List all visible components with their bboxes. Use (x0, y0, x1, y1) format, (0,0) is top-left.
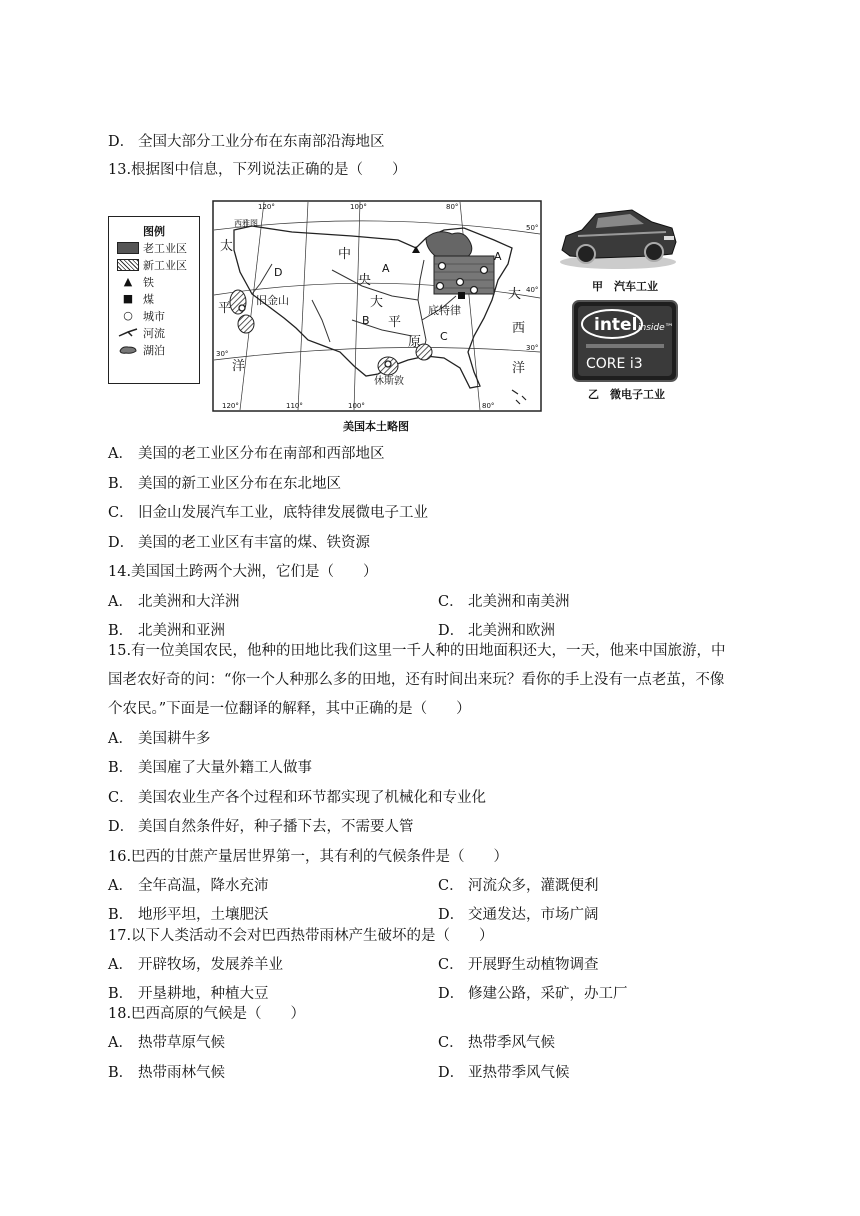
q17-stem: 17.以下人类活动不会对巴西热带雨林产生破坏的是（ ） (108, 928, 494, 944)
tick-110-bottom: 110° (286, 402, 303, 410)
q14-option-b: B． 北美洲和亚洲 (108, 623, 225, 639)
q13-option-a: A． 美国的老工业区分布在南部和西部地区 (108, 446, 385, 462)
q18-option-b: B． 热带雨林气候 (108, 1065, 225, 1081)
q16-stem: 16.巴西的甘蔗产量居世界第一，其有利的气候条件是（ ） (108, 849, 509, 865)
q14-stem: 14.美国国土跨两个大洲，它们是（ ） (108, 564, 378, 580)
map-legend (108, 216, 200, 384)
q16-option-b: B． 地形平坦，土壤肥沃 (108, 907, 269, 923)
square-icon: ■ (122, 292, 134, 305)
car-caption: 甲 汽车工业 (592, 280, 658, 293)
car-icon (556, 196, 680, 274)
q17-option-c: C． 开展野生动植物调查 (438, 957, 599, 973)
label-plain-2: 央 (358, 273, 372, 288)
q13-stem: 13.根据图中信息，下列说法正确的是（ ） (108, 162, 407, 178)
legend-item-coal: ■ 煤 (109, 290, 199, 307)
q15-option-b: B． 美国雇了大量外籍工人做事 (108, 760, 312, 776)
q13-option-b: B． 美国的新工业区分布在东北地区 (108, 476, 341, 492)
lake-icon (117, 344, 139, 355)
q12-option-d (108, 132, 385, 152)
q14-option-c: C． 北美洲和南美洲 (438, 594, 570, 610)
label-atlantic-3: 洋 (512, 361, 526, 376)
legend-item-city: ○ 城市 (109, 307, 199, 324)
intel-chip-badge-icon (572, 300, 678, 382)
label-a-west: A (382, 262, 390, 275)
label-seattle: 西雅图 (234, 219, 258, 228)
legend-item-old-industrial: 老工业区 (109, 239, 199, 256)
legend-item-iron: ▲ 铁 (109, 273, 199, 290)
q15-stem-line-3: 个农民。”下面是一位翻译的解释，其中正确的是（ ） (108, 701, 471, 717)
triangle-icon: ▲ (123, 275, 133, 288)
label-pacific-3: 洋 (232, 359, 246, 374)
old-industrial-swatch-icon (117, 242, 139, 254)
tick-lat-30-left: 30° (216, 350, 229, 358)
tick-100-bottom: 100° (348, 402, 365, 410)
q18-option-a: A． 热带草原气候 (108, 1035, 225, 1051)
label-pacific-2: 平 (218, 301, 232, 316)
label-plain-3: 大 (370, 295, 384, 310)
q14-option-a: A． 北美洲和大洋洲 (108, 594, 240, 610)
tick-lat-50: 50° (526, 224, 539, 232)
new-industrial-area-sw (238, 315, 254, 333)
river-icon (117, 327, 139, 338)
label-c: C (440, 330, 448, 343)
q15-option-d: D． 美国自然条件好，种子播下去，不需要人管 (108, 819, 414, 835)
tick-120-top: 120° (258, 203, 275, 211)
map-caption: 美国本土略图 (343, 420, 409, 433)
label-a-east: A (494, 250, 502, 263)
q18-stem: 18.巴西高原的气候是（ ） (108, 1006, 306, 1022)
option-text: 全国大部分工业分布在东南部沿海地区 (138, 134, 385, 150)
label-atlantic-1: 大 (508, 287, 522, 302)
q13-option-c: C． 旧金山发展汽车工业，底特律发展微电子工业 (108, 505, 428, 521)
label-b: B (362, 314, 370, 327)
tick-100-top: 100° (350, 203, 367, 211)
label-detroit: 底特律 (428, 304, 461, 317)
q15-stem-line-2: 国老农好奇的问：“你一个人种那么多的田地，还有时间出来玩？看你的手上没有一点老茧，不像 (108, 672, 725, 688)
q16-option-d: D． 交通发达，市场广阔 (438, 907, 599, 923)
option-letter: D． (108, 134, 135, 150)
q17-option-b: B． 开垦耕地，种植大豆 (108, 986, 269, 1002)
chip-inside: inside™ (638, 323, 674, 333)
circle-icon: ○ (123, 309, 133, 322)
q17-option-a: A． 开辟牧场，发展养羊业 (108, 957, 283, 973)
q13-figure (108, 196, 708, 436)
q18-option-d: D． 亚热带季风气候 (438, 1065, 570, 1081)
tick-80-bottom: 80° (482, 402, 495, 410)
label-sf: 旧金山 (256, 294, 289, 307)
tick-lat-30-right: 30° (526, 344, 539, 352)
q15-stem-line-1: 15.有一位美国农民，他种的田地比我们这里一千人种的田地面积还大，一天，他来中国旅游，中 (108, 643, 726, 659)
label-houston: 休斯敦 (374, 376, 404, 387)
new-industrial-swatch-icon (117, 259, 139, 271)
label-plain-1: 中 (338, 247, 352, 262)
q15-option-c: C． 美国农业生产各个过程和环节都实现了机械化和专业化 (108, 790, 486, 806)
label-plain-4: 平 (388, 315, 402, 330)
tick-80-top: 80° (446, 203, 459, 211)
legend-title: 图例 (143, 225, 165, 238)
label-atlantic-2: 西 (512, 321, 526, 336)
chip-brand: intel (594, 315, 638, 335)
chip-model: CORE i3 (586, 356, 643, 372)
q15-option-a: A． 美国耕牛多 (108, 731, 211, 747)
q16-option-c: C． 河流众多，灌溉便利 (438, 878, 599, 894)
q14-option-d: D． 北美洲和欧洲 (438, 623, 555, 639)
legend-item-river: 河流 (109, 324, 199, 341)
label-d: D (274, 266, 283, 279)
q17-option-d: D． 修建公路，采矿，办工厂 (438, 986, 628, 1002)
legend-item-lake: 湖泊 (109, 341, 199, 358)
chip-caption: 乙 微电子工业 (588, 388, 665, 401)
q18-option-c: C． 热带季风气候 (438, 1035, 555, 1051)
label-plain-5: 原 (408, 335, 422, 350)
tick-lat-40: 40° (526, 286, 539, 294)
q16-option-a: A． 全年高温，降水充沛 (108, 878, 269, 894)
label-pacific-1: 太 (220, 239, 234, 254)
legend-item-new-industrial: 新工业区 (109, 256, 199, 273)
q13-option-d: D． 美国的老工业区有丰富的煤、铁资源 (108, 535, 370, 551)
tick-120-bottom: 120° (222, 402, 239, 410)
coal-marker-icon (458, 292, 465, 299)
usa-map (212, 200, 542, 412)
